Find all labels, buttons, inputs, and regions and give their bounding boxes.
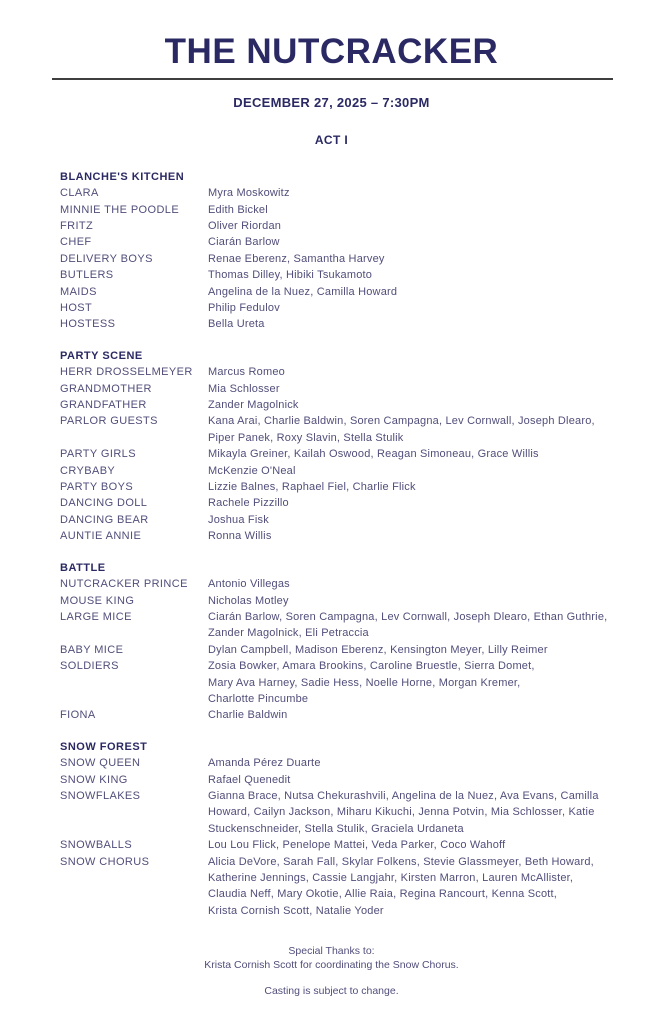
role-name: HOST [60,302,93,314]
role-name: NUTCRACKER PRINCE [60,578,188,591]
cast-row [60,397,618,413]
performer-line: Lizzie Balnes, Raphael Fiel, Charlie Flick [208,481,416,494]
performer-line: Antonio Villegas [208,578,290,591]
role-name: PARTY GIRLS [60,448,136,461]
performer-names [208,446,618,462]
cast-row [60,218,618,234]
cast-row [60,446,618,462]
performer-names [208,463,618,479]
cast-row [60,479,618,495]
performer-line: Joshua Fisk [208,513,269,526]
performance-date: DECEMBER 27, 2025 – 7:30PM [233,94,430,110]
role-name: CHEF [60,236,92,249]
performer-line: Ciarán Barlow, Soren Campagna, Lev Cornwall, Joseph Dlearo, Ethan Guthrie, [208,610,608,623]
cast-row [60,576,618,592]
performer-names [208,185,618,201]
section-rows [60,755,618,919]
performer-names [208,658,618,707]
role-name: DANCING DOLL [60,497,148,510]
role-name: HOSTESS [60,318,116,331]
performer-line: Nicholas Motley [208,594,289,607]
performer-line: Ronna Willis [208,530,272,543]
cast-row [60,381,618,397]
role-name: MINNIE THE POODLE [60,203,180,216]
cast-row [60,251,618,267]
performer-line: Gianna Brace, Nutsa Chekurashvili, Angelina de la Nuez, Ava Evans, Camilla [208,789,599,802]
role-name: DANCING BEAR [60,513,149,526]
performer-names [208,202,618,218]
role-name: FRITZ [60,219,94,232]
cast-row [60,593,618,609]
role-name: PARTY BOYS [60,481,134,494]
performer-line: Alicia DeVore, Sarah Fall, Skylar Folkens, Stevie Glassmeyer, Beth Howard, [208,855,594,868]
role-name: CLARA [60,187,99,200]
performer-names [208,495,618,511]
role-name: DELIVERY BOYS [60,252,153,265]
cast-row [60,755,618,771]
performer-names [208,479,618,495]
performer-line: Thomas Dilley, Hibiki Tsukamoto [208,269,373,282]
cast-section [60,560,618,724]
cast-row [60,300,618,316]
section-heading: SNOW FOREST [60,740,148,753]
performer-line: Piper Panek, Roxy Slavin, Stella Stulik [208,431,404,444]
performer-names [208,755,618,771]
cast-row [60,185,618,201]
performer-names [208,397,618,413]
cast-row [60,234,618,250]
cast-row [60,267,618,283]
role-name: SNOW QUEEN [60,757,141,770]
performer-line: Bella Ureta [208,318,265,331]
special-thanks-label: Special Thanks to: [288,945,375,958]
cast-row [60,463,618,479]
cast-row [60,202,618,218]
cast-row [60,788,618,837]
role-name: MOUSE KING [60,594,135,607]
performer-names [208,251,618,267]
section-heading: BATTLE [60,561,106,574]
role-name: PARLOR GUESTS [60,415,158,428]
cast-row [60,772,618,788]
section-rows [60,576,618,724]
performer-line: Mary Ava Harney, Sadie Hess, Noelle Horne, Morgan Kremer, [208,676,521,689]
cast-row [60,707,618,723]
performer-line: Myra Moskowitz [208,187,290,200]
cast-row [60,413,618,446]
role-name: AUNTIE ANNIE [60,530,142,543]
performer-line: Mia Schlosser [208,382,280,395]
performer-names [208,707,618,723]
section-rows [60,185,618,333]
role-name: FIONA [60,709,96,722]
performer-line: Amanda Pérez Duarte [208,757,321,770]
role-name: SNOW CHORUS [60,855,150,868]
performer-names [208,788,618,837]
role-name: CRYBABY [60,464,116,477]
performer-names [208,642,618,658]
role-name: SNOWBALLS [60,839,133,852]
performer-line: Zander Magolnick [208,399,299,412]
role-name: GRANDFATHER [60,399,147,412]
cast-row [60,364,618,380]
performer-line: Zander Magolnick, Eli Petraccia [208,627,369,640]
section-heading: BLANCHE'S KITCHEN [60,170,185,183]
role-name: SNOWFLAKES [60,789,141,802]
performer-names [208,218,618,234]
performer-names [208,837,618,853]
performer-names [208,772,618,788]
performer-names [208,284,618,300]
cast-row [60,528,618,544]
performer-line: Ciarán Barlow [208,236,280,249]
performer-line: Oliver Riordan [208,219,282,232]
cast-row [60,495,618,511]
performer-line: Stuckenschneider, Stella Stulik, Graciela Urdaneta [208,822,464,835]
cast-section [60,348,618,545]
performer-names [208,364,618,380]
performer-names [208,528,618,544]
performer-names [208,381,618,397]
performer-line: Krista Cornish Scott, Natalie Yoder [208,904,384,917]
role-name: BABY MICE [60,643,124,656]
performer-names [208,316,618,332]
performer-line: Zosia Bowker, Amara Brookins, Caroline Bruestle, Sierra Domet, [208,660,535,673]
cast-row [60,658,618,707]
cast-row [60,609,618,642]
performer-line: Dylan Campbell, Madison Eberenz, Kensington Meyer, Lilly Reimer [208,643,548,656]
role-name: MAIDS [60,285,97,298]
role-name: SNOW KING [60,773,128,786]
title-divider [52,78,613,80]
cast-row [60,316,618,332]
performer-line: Charlie Baldwin [208,709,288,722]
cast-row [60,837,618,853]
cast-row [60,642,618,658]
cast-row [60,284,618,300]
performer-line: McKenzie O'Neal [208,464,296,477]
performer-line: Katherine Jennings, Cassie Langjahr, Kirsten Marron, Lauren McAllister, [208,872,574,884]
cast-row [60,512,618,528]
special-thanks-text: Krista Cornish Scott for coordinating the Snow Chorus. [204,958,459,971]
performer-names [208,854,618,920]
role-name: HERR DROSSELMEYER [60,366,193,379]
performer-names [208,234,618,250]
cast-section [60,169,618,333]
performer-line: Rafael Quenedit [208,773,291,786]
performer-names [208,300,618,316]
performer-names [208,576,618,592]
performer-line: Lou Lou Flick, Penelope Mattei, Veda Parker, Coco Wahoff [208,839,506,852]
performer-names [208,512,618,528]
casting-note: Casting is subject to change. [264,985,399,998]
cast-section [60,739,618,919]
footer [0,945,663,999]
performer-line: Claudia Neff, Mary Okotie, Allie Raia, Regina Rancourt, Kenna Scott, [208,888,558,901]
cast-sections [60,169,618,919]
performer-line: Howard, Cailyn Jackson, Miharu Kikuchi, Jenna Potvin, Mia Schlosser, Katie [208,806,595,819]
role-name: GRANDMOTHER [60,382,152,395]
act-heading: ACT I [314,132,349,147]
performer-names [208,609,618,642]
performer-line: Renae Eberenz, Samantha Harvey [208,252,385,265]
performer-names [208,413,618,446]
role-name: SOLDIERS [60,660,119,673]
performer-line: Edith Bickel [208,203,268,216]
role-name: LARGE MICE [60,610,132,623]
performer-line: Kana Arai, Charlie Baldwin, Soren Campagna, Lev Cornwall, Joseph Dlearo, [208,415,595,428]
cast-row [60,854,618,920]
page-title: THE NUTCRACKER [164,32,499,71]
performer-line: Charlotte Pincumbe [208,692,309,705]
performer-line: Mikayla Greiner, Kailah Oswood, Reagan Simoneau, Grace Willis [208,448,539,461]
performer-names [208,593,618,609]
performer-line: Marcus Romeo [208,366,285,379]
performer-line: Rachele Pizzillo [208,497,289,510]
role-name: BUTLERS [60,269,114,282]
section-rows [60,364,618,544]
performer-line: Philip Fedulov [208,302,280,314]
performer-line: Angelina de la Nuez, Camilla Howard [208,285,398,298]
section-heading: PARTY SCENE [60,349,143,362]
performer-names [208,267,618,283]
